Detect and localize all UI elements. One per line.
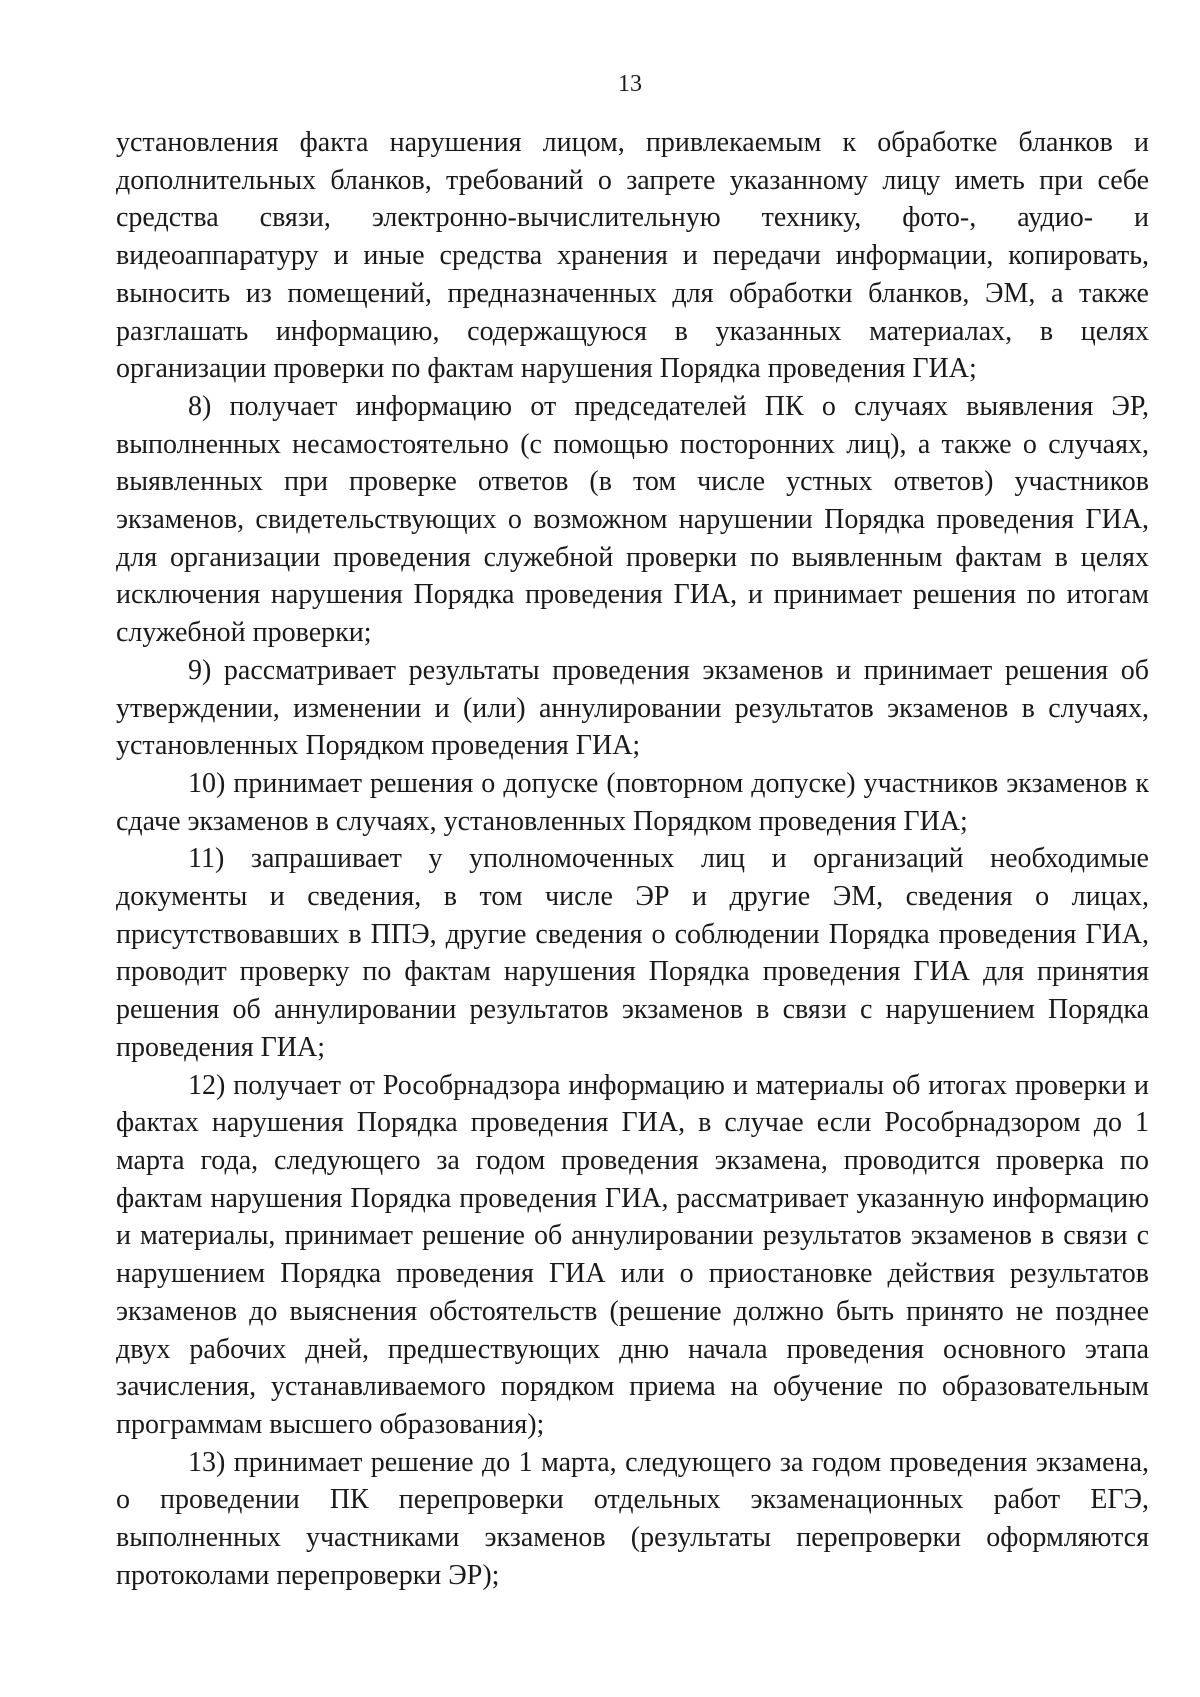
list-item-10: 10) принимает решения о допуске (повторном допуске) участников экзаменов к сдаче экзаменов в случаях, установленных Порядком проведения ГИА;	[116, 767, 1149, 837]
list-item-13: 13) принимает решение до 1 марта, следующего за годом проведения экзамена, о проведении ПК перепроверки отдельных экзаменационных работ ЕГЭ, выполненных участниками экзаменов (результаты перепроверки оформляются протоколами перепроверки ЭР);	[116, 1446, 1149, 1591]
list-item-9: 9) рассматривает результаты проведения экзаменов и принимает решения об утверждении, изменении и (или) аннулировании результатов экзаменов в случаях, установленных Порядком проведения ГИА;	[116, 654, 1149, 762]
page-number: 13	[618, 71, 642, 97]
list-item-11: 11) запрашивает у уполномоченных лиц и организаций необходимые документы и сведения, в том числе ЭР и другие ЭМ, сведения о лицах, присутствовавших в ППЭ, другие сведения о соблюдении Порядка проведения ГИА, проводит проверку по фактам нарушения Порядка проведения ГИА для принятия решения об аннулировании результатов экзаменов в связи с нарушением Порядка проведения ГИА;	[116, 843, 1149, 1063]
paragraph-continuation: установления факта нарушения лицом, привлекаемым к обработке бланков и дополнительных бланков, требований о запрете указанному лицу иметь при себе средства связи, электронно-вычислительную технику, фото-, аудио- и видеоаппаратуру и иные средства хранения и передачи информации, копировать, выносить из помещений, предназначенных для обработки бланков, ЭМ, а также разглашать информацию, содержащуюся в указанных материалах, в целях организации проверки по фактам нарушения Порядка проведения ГИА;	[116, 127, 1149, 385]
document-body	[116, 124, 1149, 1594]
list-item-8: 8) получает информацию от председателей ПК о случаях выявления ЭР, выполненных несамостоятельно (с помощью посторонних лиц), а также о случаях, выявленных при проверке ответов (в том числе устных ответов) участников экзаменов, свидетельствующих о возможном нарушении Порядка проведения ГИА, для организации проведения служебной проверки по выявленным фактам в целях исключения нарушения Порядка проведения ГИА, и принимает решения по итогам служебной проверки;	[116, 390, 1149, 649]
list-item-12: 12) получает от Рособрнадзора информацию и материалы об итогах проверки и фактах нарушения Порядка проведения ГИА, в случае если Рособрнадзором до 1 марта года, следующего за годом проведения экзамена, проводится проверка по фактам нарушения Порядка проведения ГИА, рассматривает указанную информацию и материалы, принимает решение об аннулировании результатов экзаменов в связи с нарушением Порядка проведения ГИА или о приостановке действия результатов экзаменов до выяснения обстоятельств (решение должно быть принято не позднее двух рабочих дней, предшествующих дню начала проведения основного этапа зачисления, устанавливаемого порядком приема на обучение по образовательным программам высшего образования);	[116, 1069, 1149, 1440]
